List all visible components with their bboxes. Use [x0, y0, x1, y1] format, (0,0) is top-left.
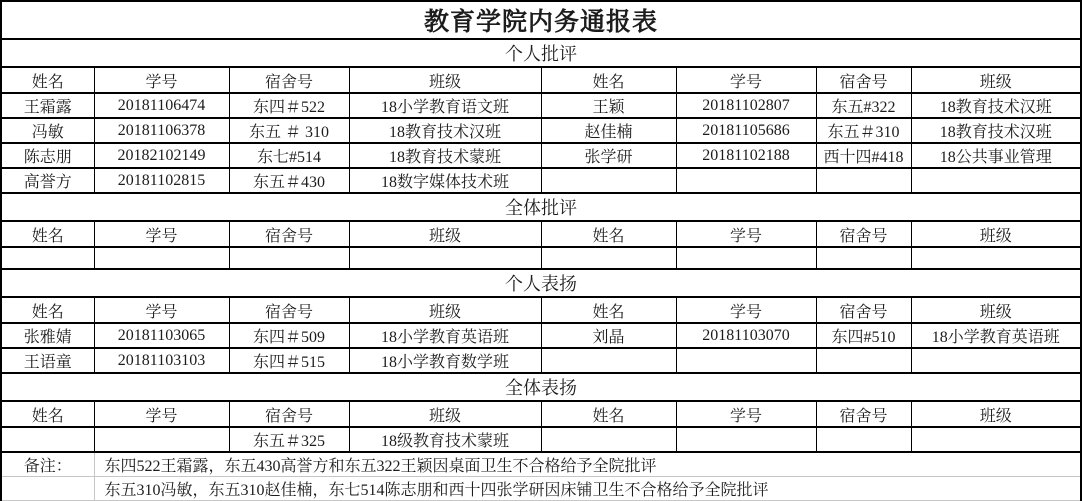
header-row [1, 401, 1081, 427]
cell-dorm [816, 348, 911, 373]
table-row [1, 323, 1081, 348]
column-header-dorm: 宿舍号 [816, 297, 911, 323]
cell-class: 18小学教育语文班 [349, 93, 541, 118]
cell-name: 陈志朋 [1, 143, 94, 168]
cell-name: 高誉方 [1, 168, 94, 193]
cell-dorm: 东五 ＃ 310 [229, 118, 349, 143]
section-label: 个人批评 [1, 39, 1081, 67]
remarks-label-empty [1, 477, 94, 501]
cell-class [349, 247, 541, 269]
section-label: 个人表扬 [1, 269, 1081, 297]
cell-student-id: 20181102815 [94, 168, 229, 193]
cell-student-id: 20181102188 [676, 143, 816, 168]
section-band-personal-criticism [1, 39, 1081, 67]
column-header-student-id: 学号 [676, 401, 816, 427]
cell-name: 刘晶 [541, 323, 676, 348]
cell-class: 18教育技术汉班 [911, 93, 1081, 118]
column-header-dorm: 宿舍号 [816, 401, 911, 427]
remarks-line: 东四522王霜露，东五430高誉方和东五322王颖因桌面卫生不合格给予全院批评 [94, 452, 1081, 477]
cell-class [911, 348, 1081, 373]
cell-name: 王霜露 [1, 93, 94, 118]
cell-name [541, 168, 676, 193]
column-header-class: 班级 [349, 67, 541, 93]
cell-class: 18小学教育数学班 [349, 348, 541, 373]
cell-name: 冯敏 [1, 118, 94, 143]
cell-class [911, 427, 1081, 452]
column-header-name: 姓名 [541, 401, 676, 427]
cell-name: 王颖 [541, 93, 676, 118]
cell-name [541, 247, 676, 269]
table-row [1, 143, 1081, 168]
column-header-name: 姓名 [541, 297, 676, 323]
cell-student-id [676, 247, 816, 269]
section-label: 全体批评 [1, 193, 1081, 221]
column-header-class: 班级 [911, 67, 1081, 93]
cell-dorm [816, 247, 911, 269]
table-row [1, 168, 1081, 193]
remarks-label: 备注： [1, 452, 94, 477]
column-header-student-id: 学号 [94, 401, 229, 427]
column-header-student-id: 学号 [94, 67, 229, 93]
column-header-dorm: 宿舍号 [229, 221, 349, 247]
column-header-class: 班级 [349, 401, 541, 427]
column-header-class: 班级 [911, 297, 1081, 323]
column-header-dorm: 宿舍号 [816, 67, 911, 93]
cell-dorm: 东五#322 [816, 93, 911, 118]
column-header-name: 姓名 [541, 67, 676, 93]
column-header-name: 姓名 [1, 221, 94, 247]
cell-student-id: 20181103070 [676, 323, 816, 348]
cell-class: 18教育技术蒙班 [349, 143, 541, 168]
cell-name [541, 348, 676, 373]
cell-student-id: 20181106474 [94, 93, 229, 118]
cell-dorm: 东四＃515 [229, 348, 349, 373]
column-header-dorm: 宿舍号 [816, 221, 911, 247]
section-band-collective-criticism [1, 193, 1081, 221]
section-band-personal-praise [1, 269, 1081, 297]
cell-name [1, 247, 94, 269]
cell-class: 18数字媒体技术班 [349, 168, 541, 193]
column-header-class: 班级 [911, 221, 1081, 247]
section-label: 全体表扬 [1, 373, 1081, 401]
table-row [1, 427, 1081, 452]
cell-student-id [94, 427, 229, 452]
cell-name: 王语童 [1, 348, 94, 373]
cell-class: 18教育技术汉班 [911, 118, 1081, 143]
column-header-student-id: 学号 [676, 67, 816, 93]
column-header-student-id: 学号 [94, 297, 229, 323]
column-header-name: 姓名 [1, 401, 94, 427]
cell-name [541, 427, 676, 452]
table-row [1, 93, 1081, 118]
cell-dorm [816, 427, 911, 452]
cell-student-id [94, 247, 229, 269]
header-row [1, 67, 1081, 93]
section-band-collective-praise [1, 373, 1081, 401]
column-header-name: 姓名 [1, 67, 94, 93]
column-header-student-id: 学号 [676, 297, 816, 323]
cell-student-id: 20181105686 [676, 118, 816, 143]
column-header-class: 班级 [911, 401, 1081, 427]
cell-student-id: 20181102807 [676, 93, 816, 118]
cell-dorm: 东五＃325 [229, 427, 349, 452]
cell-student-id: 20182102149 [94, 143, 229, 168]
column-header-dorm: 宿舍号 [229, 67, 349, 93]
cell-student-id: 20181103065 [94, 323, 229, 348]
cell-dorm: 东七#514 [229, 143, 349, 168]
cell-class: 18小学教育英语班 [349, 323, 541, 348]
column-header-student-id: 学号 [94, 221, 229, 247]
cell-dorm: 东四＃509 [229, 323, 349, 348]
cell-name [1, 427, 94, 452]
column-header-name: 姓名 [541, 221, 676, 247]
cell-class: 18教育技术汉班 [349, 118, 541, 143]
column-header-dorm: 宿舍号 [229, 401, 349, 427]
cell-class: 18小学教育英语班 [911, 323, 1081, 348]
cell-dorm: 东五＃430 [229, 168, 349, 193]
cell-name: 张雅婧 [1, 323, 94, 348]
cell-student-id: 20181106378 [94, 118, 229, 143]
cell-dorm [816, 168, 911, 193]
cell-student-id [676, 348, 816, 373]
column-header-class: 班级 [349, 297, 541, 323]
remarks-row [1, 477, 1081, 501]
cell-dorm: 西十四#418 [816, 143, 911, 168]
header-row [1, 221, 1081, 247]
cell-class [911, 168, 1081, 193]
cell-dorm [229, 247, 349, 269]
page-title: 教育学院内务通报表 [1, 1, 1081, 39]
column-header-student-id: 学号 [676, 221, 816, 247]
table-row [1, 118, 1081, 143]
cell-student-id: 20181103103 [94, 348, 229, 373]
column-header-dorm: 宿舍号 [229, 297, 349, 323]
title-row [1, 1, 1081, 39]
table-row [1, 348, 1081, 373]
remarks-line: 东五310冯敏，东五310赵佳楠，东七514陈志朋和西十四张学研因床铺卫生不合格给予全院批评 [94, 477, 1081, 501]
cell-dorm: 东五＃310 [816, 118, 911, 143]
cell-student-id [676, 427, 816, 452]
cell-dorm: 东四#510 [816, 323, 911, 348]
cell-class: 18级教育技术蒙班 [349, 427, 541, 452]
cell-name: 赵佳楠 [541, 118, 676, 143]
remarks-row [1, 452, 1081, 477]
cell-name: 张学研 [541, 143, 676, 168]
column-header-name: 姓名 [1, 297, 94, 323]
cell-dorm: 东四＃522 [229, 93, 349, 118]
header-row [1, 297, 1081, 323]
column-header-class: 班级 [349, 221, 541, 247]
cell-student-id [676, 168, 816, 193]
cell-class [911, 247, 1081, 269]
table-row [1, 247, 1081, 269]
cell-class: 18公共事业管理 [911, 143, 1081, 168]
